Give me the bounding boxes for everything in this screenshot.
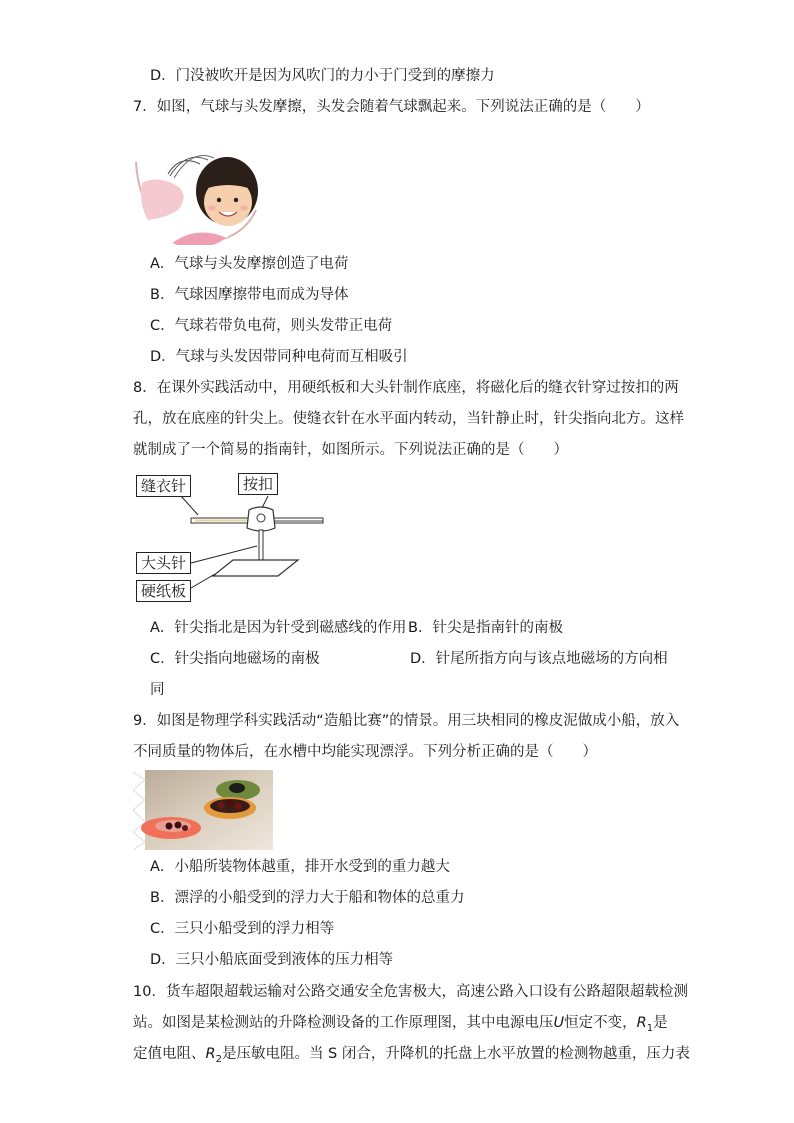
q7-stem: 7．如图，气球与头发摩擦，头发会随着气球飘起来。下列说法正确的是（ ） (133, 99, 650, 115)
q9-stem-line-1: 9．如图是物理学科实践活动“造船比赛”的情景。用三块相同的橡皮泥做成小船，放入 (133, 713, 680, 729)
q10-voltage-symbol: U (553, 1015, 565, 1031)
q7-option-d: D．气球与头发因带同种电荷而互相吸引 (150, 349, 408, 365)
q8-option-d-continued: 同 (150, 682, 165, 698)
q9-option-b: B．漂浮的小船受到的浮力大于船和物体的总重力 (150, 890, 465, 906)
q10-line2-text-a: 站。如图是某检测站的升降检测设备的工作原理图，其中电源电压 (133, 1015, 554, 1031)
q9-clay-boats-image (133, 770, 273, 850)
label-cardboard: 硬纸板 (136, 580, 191, 602)
q10-line3-text-a: 定值电阻、 (133, 1046, 206, 1062)
q10-r1-subscript: 1 (646, 1022, 654, 1034)
q10-stem-line-3 (133, 1044, 690, 1070)
q9-option-a: A．小船所装物体越重，排开水受到的重力越大 (150, 859, 450, 875)
q9-option-c: C．三只小船受到的浮力相等 (150, 921, 335, 937)
q8-option-a: A．针尖指北是因为针受到磁感线的作用 (150, 620, 407, 636)
q8-compass-figure (133, 470, 333, 606)
q7-option-a: A．气球与头发摩擦创造了电荷 (150, 256, 349, 272)
q8-option-d: D．针尾所指方向与该点地磁场的方向相 (410, 651, 668, 667)
label-snap-button: 按扣 (238, 473, 278, 495)
q7-option-b: B．气球因摩擦带电而成为导体 (150, 287, 349, 303)
q10-line2-text-c: 是 (653, 1015, 668, 1031)
q8-stem-line-1: 8．在课外实践活动中，用硬纸板和大头针制作底座，将磁化后的缝衣针穿过按扣的两 (133, 380, 679, 396)
q8-stem-line-2: 孔，放在底座的针尖上。使缝衣针在水平面内转动，当针静止时，针尖指向北方。这样 (133, 411, 684, 427)
label-needle: 缝衣针 (136, 475, 191, 497)
q10-r2-symbol: R (205, 1046, 216, 1062)
q6-option-d: D．门没被吹开是因为风吹门的力小于门受到的摩擦力 (150, 68, 495, 84)
label-pin: 大头针 (136, 552, 191, 574)
q10-line2-text-b: 恒定不变， (564, 1015, 637, 1031)
q7-option-c: C．气球若带负电荷，则头发带正电荷 (150, 318, 393, 334)
q10-r1-symbol: R (636, 1015, 647, 1031)
q10-stem-line-2 (133, 1013, 668, 1039)
q8-option-c: C．针尖指向地磁场的南极 (150, 651, 320, 667)
q10-stem-line-1: 10．货车超限超载运输对公路交通安全危害极大，高速公路入口设有公路超限超载检测 (133, 984, 688, 1000)
q9-option-d: D．三只小船底面受到液体的压力相等 (150, 952, 394, 968)
q8-stem-line-3: 就制成了一个简易的指南针，如图所示。下列说法正确的是（ ） (133, 442, 568, 458)
q10-line3-text-b: 是压敏电阻。当 S 闭合，升降机的托盘上水平放置的检测物越重，压力表 (221, 1046, 690, 1062)
q8-option-b: B．针尖是指南针的南极 (408, 620, 563, 636)
q10-r2-subscript: 2 (215, 1053, 222, 1065)
q7-balloon-hair-image (130, 150, 265, 246)
q9-stem-line-2: 不同质量的物体后，在水槽中均能实现漂浮。下列分析正确的是（ ） (133, 744, 597, 760)
